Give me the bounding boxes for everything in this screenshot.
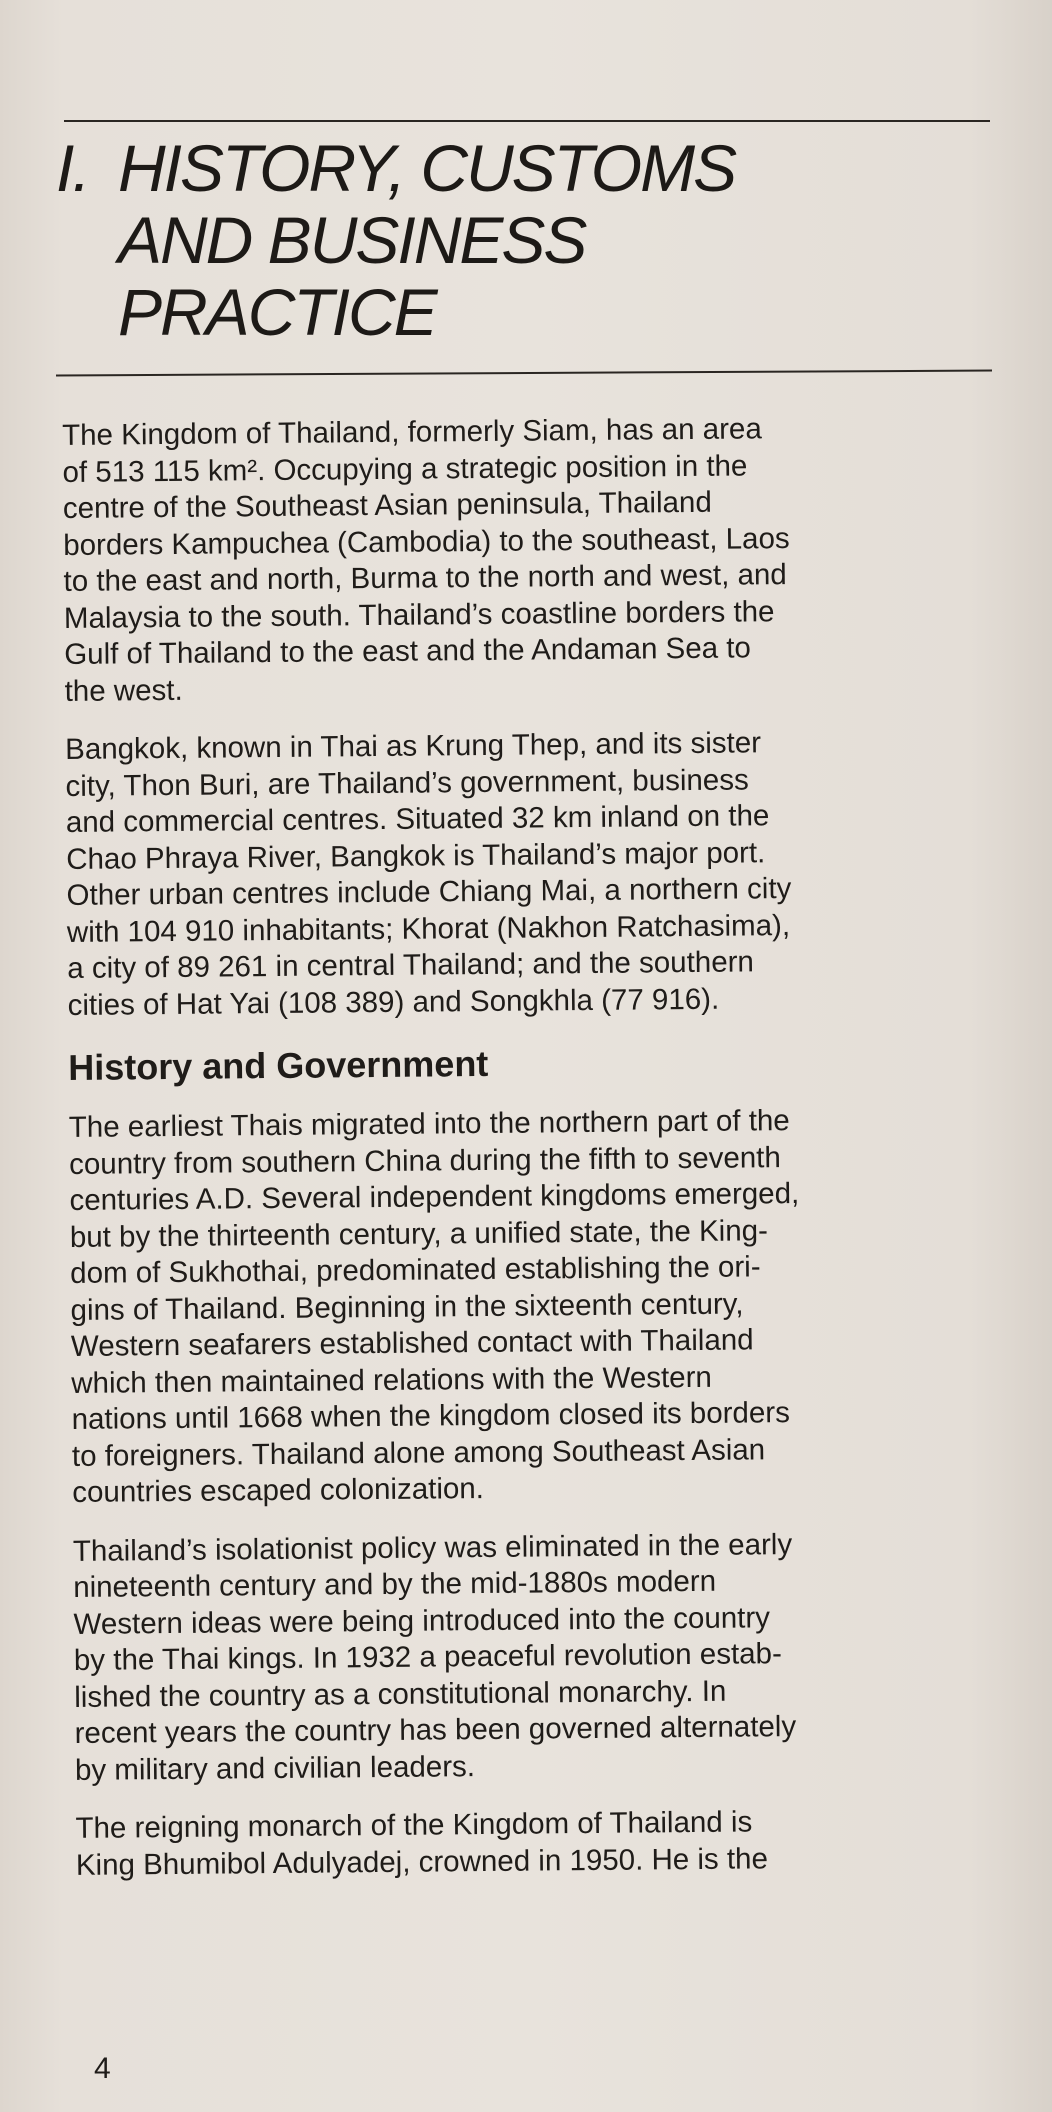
text-line: by the Thai kings. In 1932 a peaceful revolution estab- [73,1637,782,1677]
text-line: lished the country as a constitutional monarchy. In [74,1674,727,1714]
text-line: centre of the Southeast Asian peninsula, Thailand [62,485,712,525]
text-line: King Bhumibol Adulyadej, crowned in 1950. He is the [75,1841,769,1882]
history-paragraph-monarch [75,1802,1026,1884]
history-paragraph-modernization [73,1524,1025,1789]
text-line: which then maintained relations with the Western [71,1360,713,1400]
text-line: nations until 1668 when the kingdom closed its borders [71,1396,791,1436]
text-line: a city of 89 261 in central Thailand; and the southern [67,945,755,985]
page-number: 4 [94,2052,111,2085]
text-line: The reigning monarch of the Kingdom of Thailand is [75,1805,753,1845]
chapter-title-line: AND BUSINESS [118,203,586,277]
text-line: the west. [64,673,183,708]
bottom-rule [56,370,992,377]
text-line: to foreigners. Thailand alone among Southeast Asian [71,1432,766,1473]
chapter-title-line: PRACTICE [118,275,436,349]
text-line: Western ideas were being introduced into the country [73,1600,771,1641]
chapter-number: I. [56,131,89,205]
text-line: dom of Sukhothai, predominated establishing the ori- [70,1250,761,1290]
chapter-title-line: HISTORY, CUSTOMS [118,131,736,205]
text-line: gins of Thailand. Beginning in the sixteenth century, [70,1287,744,1327]
text-line: city, Thon Buri, are Thailand’s government, business [65,762,749,803]
text-line: The earliest Thais migrated into the northern part of the [68,1104,790,1144]
text-line: but by the thirteenth century, a unified state, the King- [69,1213,769,1254]
text-line: Gulf of Thailand to the east and the Andaman Sea to [64,631,752,671]
intro-paragraph-cities [65,723,1018,1024]
text-line: Western seafarers established contact with Thailand [70,1323,754,1363]
history-paragraph-origins [69,1101,1023,1512]
text-line: Bangkok, known in Thai as Krung Thep, and its sister [65,726,762,766]
text-line: by military and civilian leaders. [74,1749,476,1787]
section-heading-history: History and Government [68,1042,489,1088]
text-line: cities of Hat Yai (108 389) and Songkhla (77 916). [67,982,720,1022]
text-line: The Kingdom of Thailand, formerly Siam, has an area [62,412,762,452]
text-line: nineteenth century and by the mid-1880s modern [73,1564,717,1604]
text-line: borders Kampuchea (Cambodia) to the southeast, Laos [63,521,790,562]
text-line: Thailand’s isolationist policy was eliminated in the early [72,1527,793,1568]
intro-paragraph-area [62,409,1015,710]
text-line: Chao Phraya River, Bangkok is Thailand’s major port. [66,835,766,876]
text-line: countries escaped colonization. [72,1472,485,1509]
body-text [62,409,1026,1906]
chapter-title-lines [118,132,938,348]
text-line: of 513 115 km². Occupying a strategic position in the [62,448,748,489]
text-line: centuries A.D. Several independent kingdoms emerged, [69,1176,800,1217]
text-line: Malaysia to the south. Thailand’s coastline borders the [63,594,775,635]
text-line: and commercial centres. Situated 32 km inland on the [65,799,770,839]
text-line: with 104 910 inhabitants; Khorat (Nakhon Ratchasima), [66,908,791,949]
text-line: recent years the country has been governed alternately [74,1710,797,1750]
text-line: to the east and north, Burma to the north and west, and [63,558,787,598]
text-line: Other urban centres include Chiang Mai, a northern city [66,872,792,912]
top-rule [64,120,990,122]
text-line: country from southern China during the fifth to seventh [69,1140,781,1181]
